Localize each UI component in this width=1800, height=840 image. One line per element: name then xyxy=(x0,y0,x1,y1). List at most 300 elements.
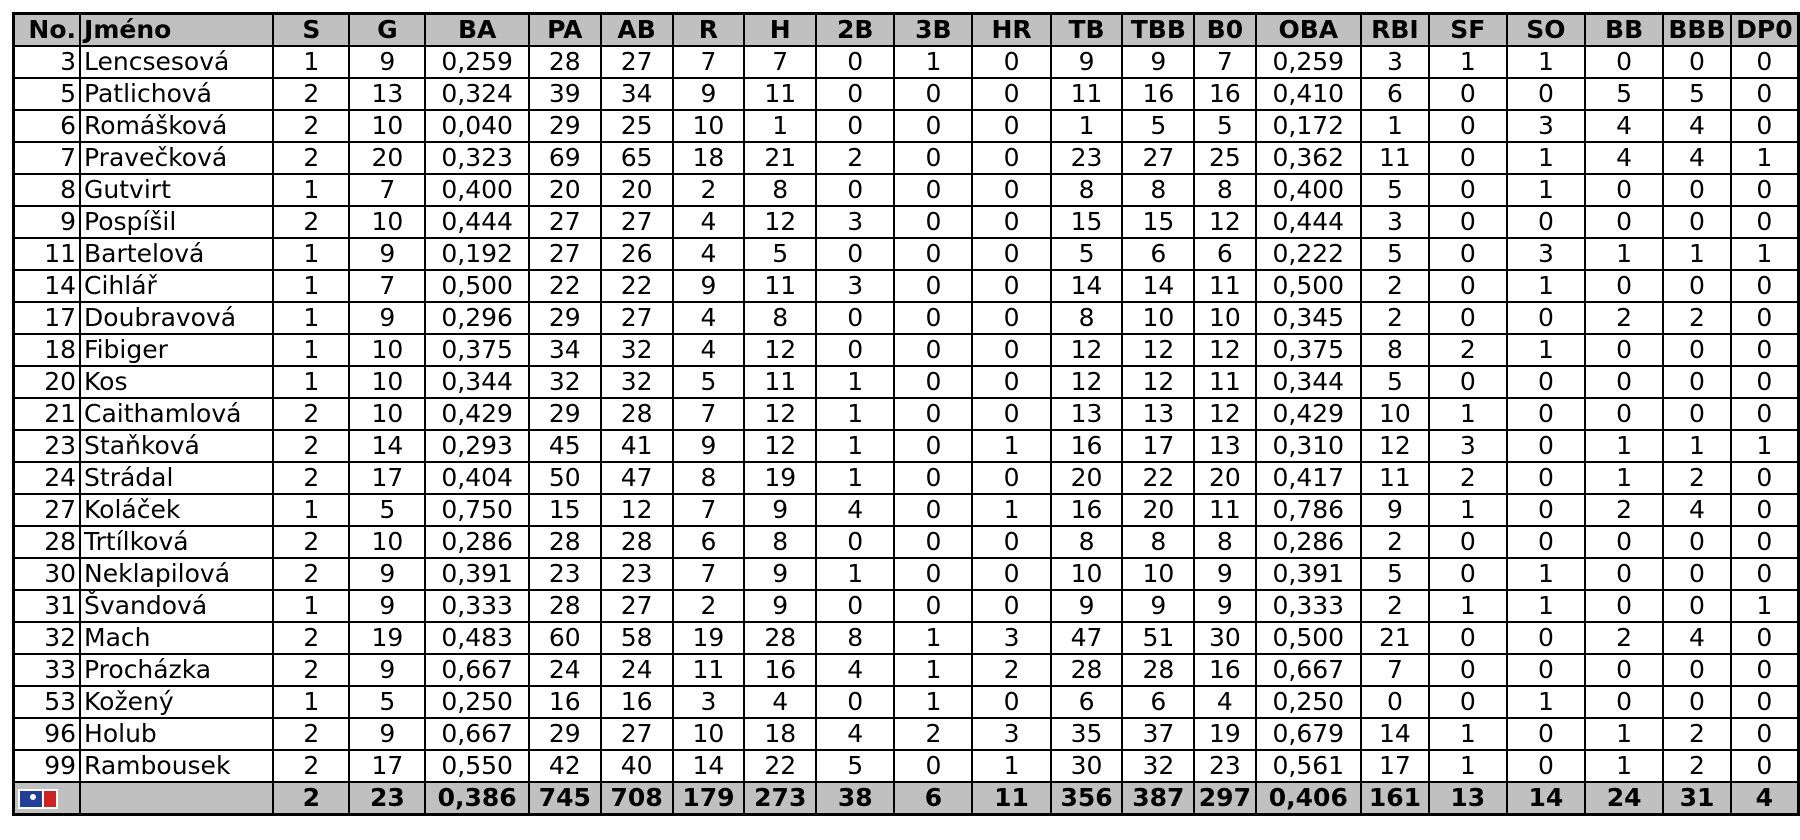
cell-2b: 0 xyxy=(816,686,894,718)
cell-sf: 1 xyxy=(1429,590,1507,622)
cell-ab: 41 xyxy=(601,430,673,462)
cell-so: 3 xyxy=(1507,110,1585,142)
totals-row xyxy=(14,782,1799,815)
cell-oba: 0,259 xyxy=(1256,46,1362,78)
cell-3b: 0 xyxy=(894,78,972,110)
cell-tb: 11 xyxy=(1051,78,1123,110)
cell-tbb: 20 xyxy=(1122,494,1194,526)
cell-2b: 4 xyxy=(816,718,894,750)
cell-g: 9 xyxy=(349,46,425,78)
total-bb: 24 xyxy=(1585,782,1663,815)
cell-tb: 16 xyxy=(1051,430,1123,462)
cell-bbb: 2 xyxy=(1663,718,1731,750)
cell-pa: 39 xyxy=(529,78,601,110)
cell-hr: 0 xyxy=(972,398,1050,430)
cell-sf: 0 xyxy=(1429,78,1507,110)
cell-s: 2 xyxy=(273,142,349,174)
header-so: SO xyxy=(1507,14,1585,47)
cell-jm-no: Pospíšil xyxy=(80,206,273,238)
cell-tb: 23 xyxy=(1051,142,1123,174)
cell-h: 12 xyxy=(744,398,816,430)
cell-ab: 65 xyxy=(601,142,673,174)
total-h: 273 xyxy=(744,782,816,815)
cell-g: 17 xyxy=(349,750,425,782)
header-3b: 3B xyxy=(894,14,972,47)
cell-2b: 1 xyxy=(816,366,894,398)
cell-tbb: 28 xyxy=(1122,654,1194,686)
cell-h: 9 xyxy=(744,494,816,526)
cell-2b: 0 xyxy=(816,302,894,334)
header-ba: BA xyxy=(425,14,529,47)
table-row xyxy=(14,46,1799,78)
cell-ba: 0,444 xyxy=(425,206,529,238)
cell-2b: 2 xyxy=(816,142,894,174)
header-tbb: TBB xyxy=(1122,14,1194,47)
cell-s: 1 xyxy=(273,174,349,206)
cell-sf: 0 xyxy=(1429,366,1507,398)
cell-bbb: 0 xyxy=(1663,270,1731,302)
cell-sf: 0 xyxy=(1429,558,1507,590)
cell-bb: 4 xyxy=(1585,110,1663,142)
cell-b0: 13 xyxy=(1194,430,1255,462)
cell-ab: 24 xyxy=(601,654,673,686)
cell-so: 1 xyxy=(1507,590,1585,622)
cell-b0: 19 xyxy=(1194,718,1255,750)
total-jm-no xyxy=(80,782,273,815)
cell-s: 2 xyxy=(273,430,349,462)
cell-bbb: 0 xyxy=(1663,526,1731,558)
cell-sf: 0 xyxy=(1429,270,1507,302)
cell-2b: 4 xyxy=(816,494,894,526)
cell-tbb: 8 xyxy=(1122,526,1194,558)
header-hr: HR xyxy=(972,14,1050,47)
cell-h: 8 xyxy=(744,174,816,206)
cell-2b: 5 xyxy=(816,750,894,782)
cell-s: 1 xyxy=(273,590,349,622)
cell-g: 20 xyxy=(349,142,425,174)
cell-so: 0 xyxy=(1507,430,1585,462)
cell-pa: 28 xyxy=(529,46,601,78)
total-s: 2 xyxy=(273,782,349,815)
cell-hr: 0 xyxy=(972,302,1050,334)
cell-tbb: 17 xyxy=(1122,430,1194,462)
total-so: 14 xyxy=(1507,782,1585,815)
cell-rbi: 21 xyxy=(1361,622,1429,654)
cell-so: 0 xyxy=(1507,526,1585,558)
cell-tb: 47 xyxy=(1051,622,1123,654)
cell-ab: 32 xyxy=(601,334,673,366)
cell-pa: 27 xyxy=(529,206,601,238)
cell-3b: 1 xyxy=(894,46,972,78)
cell-pa: 27 xyxy=(529,238,601,270)
cell-pa: 15 xyxy=(529,494,601,526)
cell-bb: 0 xyxy=(1585,558,1663,590)
cell-hr: 0 xyxy=(972,462,1050,494)
cell-oba: 0,429 xyxy=(1256,398,1362,430)
cell-bbb: 2 xyxy=(1663,302,1731,334)
cell-3b: 0 xyxy=(894,558,972,590)
cell-ba: 0,293 xyxy=(425,430,529,462)
cell-dp0: 1 xyxy=(1731,590,1799,622)
total-tb: 356 xyxy=(1051,782,1123,815)
cell-g: 9 xyxy=(349,302,425,334)
cell-s: 1 xyxy=(273,366,349,398)
cell-jm-no: Kos xyxy=(80,366,273,398)
table-row xyxy=(14,78,1799,110)
cell-r: 7 xyxy=(673,494,745,526)
cell-tb: 14 xyxy=(1051,270,1123,302)
cell-bbb: 0 xyxy=(1663,366,1731,398)
total-hr: 11 xyxy=(972,782,1050,815)
cell-jm-no: Staňková xyxy=(80,430,273,462)
cell-bb: 0 xyxy=(1585,174,1663,206)
table-row xyxy=(14,366,1799,398)
cell-s: 1 xyxy=(273,302,349,334)
cell-tb: 15 xyxy=(1051,206,1123,238)
cell-no: 33 xyxy=(14,654,81,686)
cell-tb: 1 xyxy=(1051,110,1123,142)
cell-b0: 12 xyxy=(1194,398,1255,430)
cell-s: 2 xyxy=(273,718,349,750)
cell-g: 10 xyxy=(349,206,425,238)
cell-h: 22 xyxy=(744,750,816,782)
cell-b0: 10 xyxy=(1194,302,1255,334)
cell-2b: 0 xyxy=(816,526,894,558)
table-body xyxy=(14,46,1799,782)
cell-bb: 1 xyxy=(1585,750,1663,782)
cell-h: 9 xyxy=(744,590,816,622)
cell-bb: 0 xyxy=(1585,654,1663,686)
cell-s: 1 xyxy=(273,494,349,526)
cell-oba: 0,786 xyxy=(1256,494,1362,526)
header-rbi: RBI xyxy=(1361,14,1429,47)
cell-b0: 9 xyxy=(1194,558,1255,590)
cell-ab: 20 xyxy=(601,174,673,206)
cell-pa: 29 xyxy=(529,398,601,430)
cell-g: 10 xyxy=(349,366,425,398)
cell-ab: 27 xyxy=(601,590,673,622)
cell-hr: 0 xyxy=(972,174,1050,206)
cell-so: 0 xyxy=(1507,366,1585,398)
cell-g: 9 xyxy=(349,718,425,750)
cell-g: 9 xyxy=(349,238,425,270)
cell-no: 96 xyxy=(14,718,81,750)
cell-r: 9 xyxy=(673,270,745,302)
cell-oba: 0,417 xyxy=(1256,462,1362,494)
header-s: S xyxy=(273,14,349,47)
cell-3b: 0 xyxy=(894,494,972,526)
header-h: H xyxy=(744,14,816,47)
cell-2b: 1 xyxy=(816,430,894,462)
cell-h: 5 xyxy=(744,238,816,270)
cell-tbb: 15 xyxy=(1122,206,1194,238)
cell-ab: 34 xyxy=(601,78,673,110)
total-no xyxy=(14,782,81,815)
cell-hr: 0 xyxy=(972,78,1050,110)
table-row xyxy=(14,622,1799,654)
cell-2b: 0 xyxy=(816,334,894,366)
cell-oba: 0,679 xyxy=(1256,718,1362,750)
cell-no: 27 xyxy=(14,494,81,526)
cell-tb: 30 xyxy=(1051,750,1123,782)
cell-no: 5 xyxy=(14,78,81,110)
table-row xyxy=(14,462,1799,494)
cell-jm-no: Romášková xyxy=(80,110,273,142)
cell-pa: 60 xyxy=(529,622,601,654)
header-sf: SF xyxy=(1429,14,1507,47)
cell-bbb: 1 xyxy=(1663,430,1731,462)
cell-2b: 8 xyxy=(816,622,894,654)
cell-bb: 1 xyxy=(1585,430,1663,462)
total-2b: 38 xyxy=(816,782,894,815)
cell-jm-no: Neklapilová xyxy=(80,558,273,590)
cell-s: 2 xyxy=(273,654,349,686)
cell-s: 2 xyxy=(273,398,349,430)
total-rbi: 161 xyxy=(1361,782,1429,815)
header-g: G xyxy=(349,14,425,47)
cell-g: 17 xyxy=(349,462,425,494)
cell-ba: 0,667 xyxy=(425,718,529,750)
cell-hr: 0 xyxy=(972,686,1050,718)
cell-so: 0 xyxy=(1507,654,1585,686)
cell-hr: 0 xyxy=(972,46,1050,78)
cell-b0: 8 xyxy=(1194,526,1255,558)
cell-sf: 0 xyxy=(1429,142,1507,174)
cell-hr: 0 xyxy=(972,110,1050,142)
cell-ba: 0,429 xyxy=(425,398,529,430)
header-oba: OBA xyxy=(1256,14,1362,47)
cell-3b: 0 xyxy=(894,334,972,366)
cell-bbb: 5 xyxy=(1663,78,1731,110)
total-ba: 0,386 xyxy=(425,782,529,815)
cell-sf: 0 xyxy=(1429,622,1507,654)
cell-jm-no: Holub xyxy=(80,718,273,750)
total-ab: 708 xyxy=(601,782,673,815)
cell-rbi: 0 xyxy=(1361,686,1429,718)
cell-g: 5 xyxy=(349,686,425,718)
cell-rbi: 8 xyxy=(1361,334,1429,366)
cell-no: 3 xyxy=(14,46,81,78)
cell-h: 4 xyxy=(744,686,816,718)
cell-ba: 0,344 xyxy=(425,366,529,398)
cell-sf: 0 xyxy=(1429,110,1507,142)
cell-s: 2 xyxy=(273,526,349,558)
cell-s: 2 xyxy=(273,110,349,142)
cell-ba: 0,483 xyxy=(425,622,529,654)
cell-2b: 0 xyxy=(816,590,894,622)
cell-s: 2 xyxy=(273,558,349,590)
table-row xyxy=(14,398,1799,430)
cell-so: 0 xyxy=(1507,206,1585,238)
header-no: No. xyxy=(14,14,81,47)
cell-bbb: 2 xyxy=(1663,462,1731,494)
cell-jm-no: Patlichová xyxy=(80,78,273,110)
cell-pa: 69 xyxy=(529,142,601,174)
header-b0: B0 xyxy=(1194,14,1255,47)
cell-tbb: 10 xyxy=(1122,302,1194,334)
table-row xyxy=(14,654,1799,686)
cell-ab: 22 xyxy=(601,270,673,302)
cell-hr: 0 xyxy=(972,590,1050,622)
cell-so: 1 xyxy=(1507,174,1585,206)
cell-dp0: 0 xyxy=(1731,174,1799,206)
cell-r: 11 xyxy=(673,654,745,686)
table-row xyxy=(14,142,1799,174)
cell-tb: 6 xyxy=(1051,686,1123,718)
cell-tb: 20 xyxy=(1051,462,1123,494)
cell-rbi: 2 xyxy=(1361,526,1429,558)
cell-s: 1 xyxy=(273,270,349,302)
cell-r: 19 xyxy=(673,622,745,654)
cell-dp0: 0 xyxy=(1731,366,1799,398)
cell-jm-no: Fibiger xyxy=(80,334,273,366)
cell-pa: 28 xyxy=(529,526,601,558)
cell-tbb: 12 xyxy=(1122,334,1194,366)
cell-oba: 0,172 xyxy=(1256,110,1362,142)
cell-tb: 10 xyxy=(1051,558,1123,590)
cell-dp0: 0 xyxy=(1731,526,1799,558)
cell-jm-no: Mach xyxy=(80,622,273,654)
cell-g: 10 xyxy=(349,334,425,366)
cell-tbb: 9 xyxy=(1122,590,1194,622)
total-oba: 0,406 xyxy=(1256,782,1362,815)
cell-oba: 0,310 xyxy=(1256,430,1362,462)
cell-tbb: 27 xyxy=(1122,142,1194,174)
header-bb: BB xyxy=(1585,14,1663,47)
cell-h: 11 xyxy=(744,270,816,302)
cell-so: 1 xyxy=(1507,46,1585,78)
cell-3b: 0 xyxy=(894,398,972,430)
cell-3b: 0 xyxy=(894,430,972,462)
cell-tbb: 13 xyxy=(1122,398,1194,430)
cell-oba: 0,500 xyxy=(1256,270,1362,302)
cell-pa: 20 xyxy=(529,174,601,206)
cell-r: 2 xyxy=(673,174,745,206)
cell-bb: 1 xyxy=(1585,718,1663,750)
cell-rbi: 2 xyxy=(1361,302,1429,334)
cell-g: 7 xyxy=(349,270,425,302)
cell-bbb: 4 xyxy=(1663,142,1731,174)
cell-rbi: 5 xyxy=(1361,238,1429,270)
cell-h: 1 xyxy=(744,110,816,142)
cell-no: 17 xyxy=(14,302,81,334)
cell-r: 10 xyxy=(673,110,745,142)
cell-h: 19 xyxy=(744,462,816,494)
cell-rbi: 5 xyxy=(1361,558,1429,590)
cell-3b: 0 xyxy=(894,526,972,558)
cell-3b: 0 xyxy=(894,142,972,174)
cell-sf: 0 xyxy=(1429,206,1507,238)
cell-pa: 16 xyxy=(529,686,601,718)
cell-ba: 0,391 xyxy=(425,558,529,590)
cell-oba: 0,375 xyxy=(1256,334,1362,366)
cell-bbb: 0 xyxy=(1663,46,1731,78)
cell-jm-no: Kožený xyxy=(80,686,273,718)
cell-rbi: 17 xyxy=(1361,750,1429,782)
cell-b0: 20 xyxy=(1194,462,1255,494)
cell-bbb: 0 xyxy=(1663,686,1731,718)
cell-dp0: 0 xyxy=(1731,78,1799,110)
cell-rbi: 11 xyxy=(1361,142,1429,174)
cell-no: 9 xyxy=(14,206,81,238)
total-dp0: 4 xyxy=(1731,782,1799,815)
cell-g: 10 xyxy=(349,526,425,558)
cell-rbi: 10 xyxy=(1361,398,1429,430)
cell-so: 1 xyxy=(1507,334,1585,366)
cell-rbi: 12 xyxy=(1361,430,1429,462)
cell-pa: 45 xyxy=(529,430,601,462)
cell-no: 18 xyxy=(14,334,81,366)
cell-r: 6 xyxy=(673,526,745,558)
cell-hr: 0 xyxy=(972,142,1050,174)
cell-jm-no: Trtílková xyxy=(80,526,273,558)
cell-ab: 58 xyxy=(601,622,673,654)
table-row xyxy=(14,302,1799,334)
cell-no: 14 xyxy=(14,270,81,302)
cell-bb: 2 xyxy=(1585,302,1663,334)
cell-no: 11 xyxy=(14,238,81,270)
cell-b0: 30 xyxy=(1194,622,1255,654)
cell-h: 11 xyxy=(744,78,816,110)
cell-g: 13 xyxy=(349,78,425,110)
table-row xyxy=(14,558,1799,590)
cell-bbb: 0 xyxy=(1663,654,1731,686)
cell-3b: 0 xyxy=(894,590,972,622)
cell-dp0: 0 xyxy=(1731,686,1799,718)
cell-r: 2 xyxy=(673,590,745,622)
cell-jm-no: Koláček xyxy=(80,494,273,526)
cell-oba: 0,444 xyxy=(1256,206,1362,238)
header-r: R xyxy=(673,14,745,47)
cell-so: 1 xyxy=(1507,142,1585,174)
total-sf: 13 xyxy=(1429,782,1507,815)
cell-pa: 42 xyxy=(529,750,601,782)
cell-2b: 0 xyxy=(816,78,894,110)
cell-oba: 0,333 xyxy=(1256,590,1362,622)
table-row xyxy=(14,494,1799,526)
cell-r: 4 xyxy=(673,238,745,270)
cell-bbb: 0 xyxy=(1663,398,1731,430)
cell-2b: 0 xyxy=(816,238,894,270)
cell-dp0: 0 xyxy=(1731,398,1799,430)
cell-bb: 0 xyxy=(1585,270,1663,302)
cell-bb: 1 xyxy=(1585,238,1663,270)
cell-b0: 6 xyxy=(1194,238,1255,270)
cell-ba: 0,323 xyxy=(425,142,529,174)
cell-s: 2 xyxy=(273,750,349,782)
cell-tb: 12 xyxy=(1051,366,1123,398)
cell-h: 8 xyxy=(744,302,816,334)
cell-no: 6 xyxy=(14,110,81,142)
cell-ba: 0,550 xyxy=(425,750,529,782)
cell-h: 12 xyxy=(744,430,816,462)
cell-2b: 1 xyxy=(816,558,894,590)
cell-so: 0 xyxy=(1507,78,1585,110)
cell-oba: 0,410 xyxy=(1256,78,1362,110)
cell-r: 7 xyxy=(673,46,745,78)
cell-hr: 0 xyxy=(972,526,1050,558)
cell-oba: 0,391 xyxy=(1256,558,1362,590)
cell-g: 9 xyxy=(349,558,425,590)
cell-h: 12 xyxy=(744,206,816,238)
cell-so: 0 xyxy=(1507,494,1585,526)
cell-3b: 0 xyxy=(894,302,972,334)
cell-rbi: 14 xyxy=(1361,718,1429,750)
cell-h: 9 xyxy=(744,558,816,590)
cell-ba: 0,750 xyxy=(425,494,529,526)
cell-rbi: 6 xyxy=(1361,78,1429,110)
cell-sf: 0 xyxy=(1429,686,1507,718)
